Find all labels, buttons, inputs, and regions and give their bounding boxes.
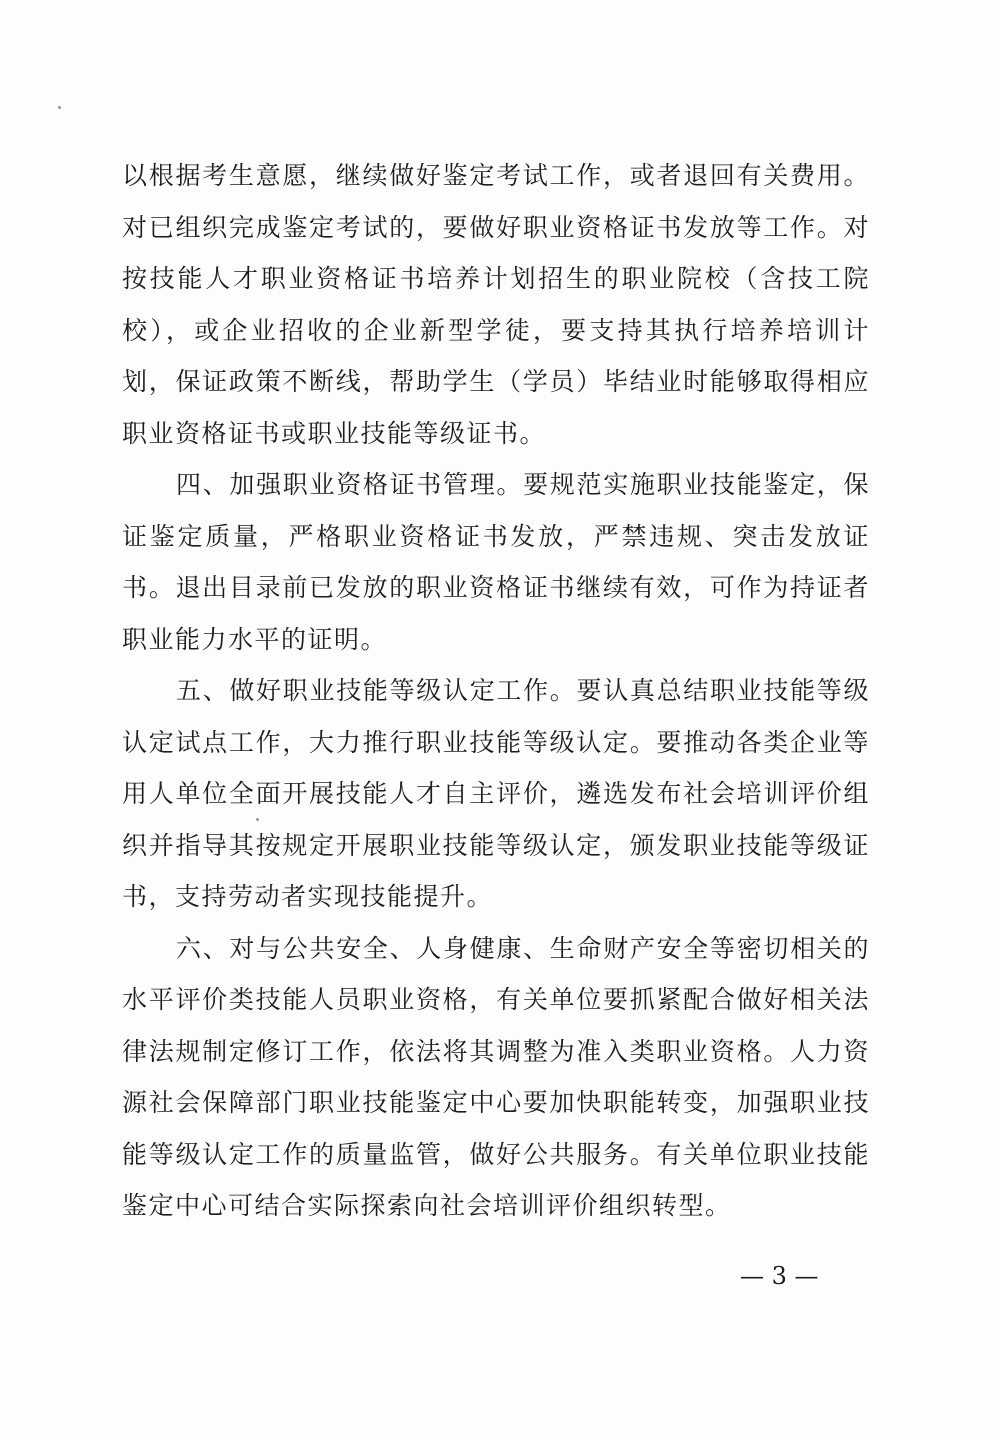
paragraph-section-five: 五、做好职业技能等级认定工作。要认真总结职业技能等级认定试点工作，大力推行职业技能等级认定。要推动各类企业等用人单位全面开展技能人才自主评价，遴选发布社会培训评价组织并指导其按规定开展职业技能等级认定，颁发职业技能等级证书，支持劳动者实现技能提升。 [122,676,870,911]
scan-speck [58,106,61,109]
paragraph-section-six: 六、对与公共安全、人身健康、生命财产安全等密切相关的水平评价类技能人员职业资格，有关单位要抓紧配合做好相关法律法规制定修订工作，依法将其调整为准入类职业资格。人力资源社会保障部门职业技能鉴定中心要加快职能转变，加强职业技能等级认定工作的质量监管，做好公共服务。有关单位职业技能鉴定中心可结合实际探索向社会培训评价组织转型。 [122,933,870,1220]
paragraph-section-four: 四、加强职业资格证书管理。要规范实施职业技能鉴定，保证鉴定质量，严格职业资格证书发放，严禁违规、突击发放证书。退出目录前已发放的职业资格证书继续有效，可作为持证者职业能力水平的证明。 [122,470,870,654]
page-number: — 3 — [740,1262,819,1290]
document-body [122,150,870,1232]
paragraph-continuation: 以根据考生意愿，继续做好鉴定考试工作，或者退回有关费用。对已组织完成鉴定考试的，要做好职业资格证书发放等工作。对按技能人才职业资格证书培养计划招生的职业院校（含技工院校），或企业招收的企业新型学徒，要支持其执行培养培训计划，保证政策不断线，帮助学生（学员）毕结业时能够取得相应职业资格证书或职业技能等级证书。 [122,161,870,448]
